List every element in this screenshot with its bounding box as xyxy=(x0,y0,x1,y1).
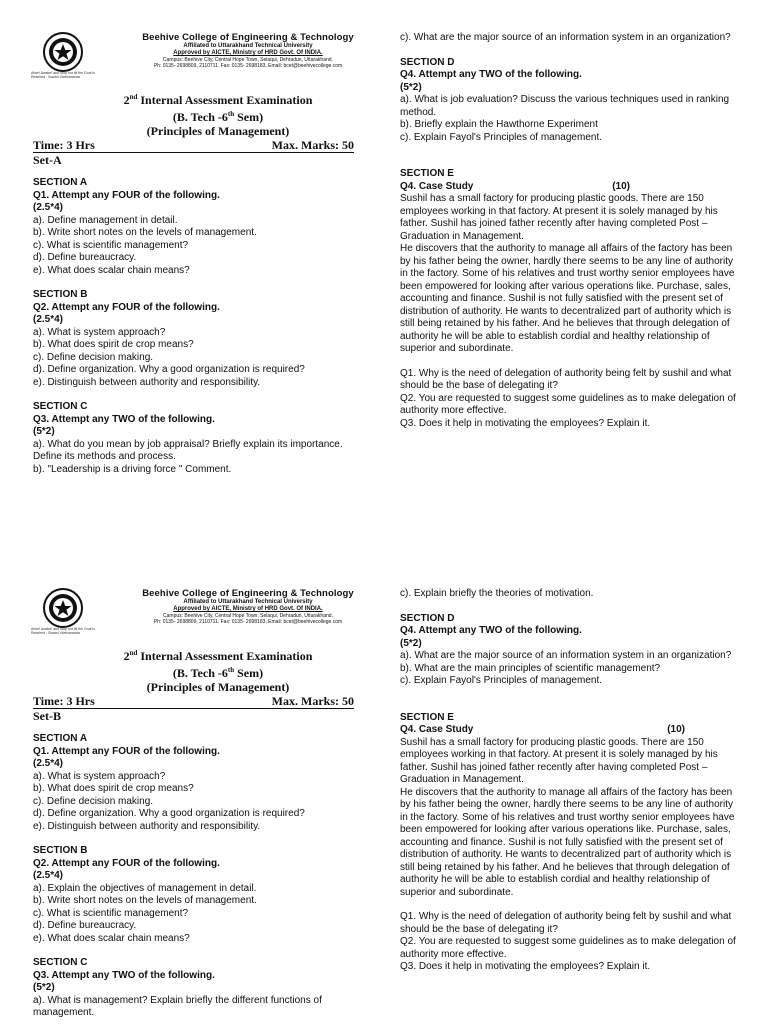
question-item: e). What does scalar chain means? xyxy=(33,264,190,276)
set-label: Set-A xyxy=(33,153,62,167)
college-info xyxy=(125,32,371,69)
college-name: Beehive College of Engineering & Technology xyxy=(142,32,354,43)
set-label: Set-B xyxy=(33,709,61,723)
college-motto: Arise! Awake! and Stop not till the Goal is Reached - Swami Vivekananda xyxy=(31,71,95,79)
section-c: SECTION C Q3. Attempt any TWO of the following. (5*2) a). What do you mean by job appraisal? Briefly explain its importance. Define its methods and process. b). "Leadership is a driving force " Comment. xyxy=(33,401,363,476)
college-logo-icon xyxy=(41,32,85,76)
section-e: SECTION E Q4. Case Study (10) Sushil has a small factory for producing plastic goods. There are 150 employees working in that factory. At present it is solely managed by his father. Sushil has joined father recently after having completed Post –Graduation in Management. He discovers that the authority to manage all affairs of the factory has been by his father being the owner, hardly there seems to be any line of authority in the factory. Some of his relatives and trust worthy senior employees have been empowered for looking after various operations like. Purchase, sales, accounting and finance. Sushil is not fully satisfied with the present set of distribution of authority. He wants to decentralized part of authority which is still being retained by his father. And he believes that through delegation of authority he will be able to establish cordial and healthy relationship of superior and subordinate. Q1. Why is the need of delegation of authority being felt by sushil and what should be the base of delegating it? Q2. You are requested to suggest some guidelines as to make delegation of authority more effective. Q3. Does it help in motivating the employees? Explain it. xyxy=(400,712,740,974)
section-a: SECTION A Q1. Attempt any FOUR of the following. (2.5*4) a). Define management in detail. b). Write short notes on the levels of management. c). What is scientific management? d). Define bureaucracy. e). What does scalar chain means? xyxy=(33,177,363,277)
case-study-heading: Q4. Case Study (10) xyxy=(400,180,630,192)
time-marks-row xyxy=(33,695,354,709)
college-campus: Campus: Beehive City, Central Hope Town, Selaqui, Dehradun, Uttarakhand. xyxy=(163,613,333,619)
case-paragraph: Sushil has a small factory for producing plastic goods. There are 150 employees working in that factory. At present it is solely managed by his father. Sushil has joined father recently after having completed Post –Graduation in Management. xyxy=(400,736,718,785)
left-column xyxy=(33,32,363,476)
question-item: b). Write short notes on the levels of management. xyxy=(33,227,257,238)
case-question: Q2. You are requested to suggest some guidelines as to make delegation of authority more effective. xyxy=(400,936,736,960)
exam-max-marks: Max. Marks: 50 xyxy=(271,694,354,708)
case-question: Q3. Does it help in motivating the employees? Explain it. xyxy=(400,417,651,429)
college-info xyxy=(125,588,371,625)
question-item: b). Briefly explain the Hawthorne Experiment xyxy=(400,119,598,130)
section-d: SECTION D Q4. Attempt any TWO of the following. (5*2) a). What are the major source of an information system in an organization? b). What are the main principles of scientific management? c). Explain Fayol's Principles of management. xyxy=(400,613,740,688)
left-column xyxy=(33,588,363,1020)
exam-sheet-set-a xyxy=(0,32,768,542)
exam-course: (B. Tech -6th Sem) xyxy=(172,666,264,680)
college-header xyxy=(33,32,363,90)
question-item: a). What is system approach? xyxy=(33,770,166,782)
question-item: d). Define bureaucracy. xyxy=(33,920,137,931)
college-motto: Arise! Awake! and Stop not till the Goal is Reached - Swami Vivekananda xyxy=(31,627,95,635)
college-approval: Approved by AICTE, Ministry of HRD Govt. Of INDIA. xyxy=(173,50,323,56)
section-d: SECTION D Q4. Attempt any TWO of the following. (5*2) a). What is job evaluation? Discuss the various techniques used in ranking method. b). Briefly explain the Hawthorne Experiment c). Explain Fayol's Principles of management. xyxy=(400,57,740,145)
college-header xyxy=(33,588,363,646)
question-item: b). What does spirit de crop means? xyxy=(33,783,194,794)
time-marks-row xyxy=(33,139,354,153)
college-affiliation: Affiliated to Uttarakhand Technical University xyxy=(183,43,313,49)
college-contact: Ph: 0135- 2698809, 2110711. Fax: 0135- 2698183, Email: bcet@beehivecollege.com xyxy=(153,63,343,69)
question-item: a). Explain the objectives of management in detail. xyxy=(33,882,257,894)
college-logo-icon xyxy=(41,588,85,632)
college-approval: Approved by AICTE, Ministry of HRD Govt. Of INDIA. xyxy=(173,606,323,612)
question-item: c). Explain Fayol's Principles of management. xyxy=(400,675,602,686)
question-item: c). Explain briefly the theories of motivation. xyxy=(400,588,594,599)
exam-title: 2nd Internal Assessment Examination xyxy=(123,93,313,107)
exam-subject: (Principles of Management) xyxy=(146,680,290,694)
case-study-heading: Q4. Case Study (10) xyxy=(400,724,685,735)
exam-time: Time: 3 Hrs xyxy=(33,138,95,152)
question-item: e). Distinguish between authority and responsibility. xyxy=(33,820,261,832)
section-a: SECTION A Q1. Attempt any FOUR of the following. (2.5*4) a). What is system approach? b). What does spirit de crop means? c). Define decision making. d). Define organization. Why a good organization is required? e). Distinguish between authority and responsibility. xyxy=(33,733,363,833)
question-item: b). "Leadership is a driving force " Comment. xyxy=(33,463,232,475)
question-item: a). What is management? Explain briefly the different functions of management. xyxy=(33,994,322,1018)
exam-subject: (Principles of Management) xyxy=(146,124,290,138)
college-affiliation: Affiliated to Uttarakhand Technical University xyxy=(183,599,313,605)
question-item: e). What does scalar chain means? xyxy=(33,932,190,944)
section-b: SECTION B Q2. Attempt any FOUR of the following. (2.5*4) a). What is system approach? b). What does spirit de crop means? c). Define decision making. d). Define organization. Why a good organization is required? e). Distinguish between authority and responsibility. xyxy=(33,289,363,389)
right-column xyxy=(400,32,740,430)
question-item: c). What is scientific management? xyxy=(33,907,189,919)
case-question: Q2. You are requested to suggest some guidelines as to make delegation of authority more effective. xyxy=(400,392,736,416)
exam-max-marks: Max. Marks: 50 xyxy=(271,138,354,152)
case-question: Q1. Why is the need of delegation of authority being felt by sushil and what should be the base of delegating it? xyxy=(400,367,732,391)
question-item: b). What does spirit de crop means? xyxy=(33,339,194,350)
question-item: c). Explain Fayol's Principles of management. xyxy=(400,131,602,143)
college-contact: Ph: 0135- 2698809, 2110711. Fax: 0135- 2698183, Email: bcet@beehivecollege.com xyxy=(153,619,343,625)
college-name: Beehive College of Engineering & Technology xyxy=(142,588,354,599)
case-paragraph: He discovers that the authority to manage all affairs of the factory has been by his father being the owner, hardly there seems to be any line of authority in the factory. Some of his relatives and trust worthy senior employees have been empowered for looking after various operations like. Purchase, sales, accounting and finance. Sushil is not fully satisfied with the present set of distribution of authority. He wants to decentralized part of authority which is still being retained by his father. And he believes that through delegation of authority he will be able to establish cordial and healthy relationship of superior and subordinate. xyxy=(400,786,735,898)
right-column xyxy=(400,588,740,974)
question-item: e). Distinguish between authority and responsibility. xyxy=(33,376,261,388)
section-b: SECTION B Q2. Attempt any FOUR of the following. (2.5*4) a). Explain the objectives of management in detail. b). Write short notes on the levels of management. c). What is scientific management? d). Define bureaucracy. e). What does scalar chain means? xyxy=(33,845,363,945)
question-item: d). Define bureaucracy. xyxy=(33,252,137,263)
question-item: a). What is system approach? xyxy=(33,326,166,338)
section-c: SECTION C Q3. Attempt any TWO of the following. (5*2) a). What is management? Explain briefly the different functions of management. xyxy=(33,957,363,1020)
question-item: b). What are the main principles of scientific management? xyxy=(400,662,661,674)
question-item: b). Write short notes on the levels of management. xyxy=(33,895,257,906)
case-question: Q1. Why is the need of delegation of authority being felt by sushil and what should be the base of delegating it? xyxy=(400,911,732,935)
question-item: a). Define management in detail. xyxy=(33,214,178,226)
case-question: Q3. Does it help in motivating the employees? Explain it. xyxy=(400,961,651,972)
question-item: d). Define organization. Why a good organization is required? xyxy=(33,808,305,819)
question-item: a). What are the major source of an information system in an organization? xyxy=(400,650,732,661)
question-item: c). Define decision making. xyxy=(33,795,154,807)
question-item: c). What is scientific management? xyxy=(33,239,189,251)
section-e: SECTION E Q4. Case Study (10) Sushil has a small factory for producing plastic goods. There are 150 employees working in that factory. At present it is solely managed by his father. Sushil has joined father recently after having completed Post –Graduation in Management. He discovers that the authority to manage all affairs of the factory has been by his father being the owner, hardly there seems to be any line of authority in the factory. Some of his relatives and trust worthy senior employees have been empowered for looking after various operations like. Purchase, sales, accounting and finance. Sushil is not fully satisfied with the present set of distribution of authority. He wants to decentralized part of authority which is still being retained by his father. And he believes that through delegation of authority he will be able to establish cordial and healthy relationship of superior and subordinate. Q1. Why is the need of delegation of authority being felt by sushil and what should be the base of delegating it? Q2. You are requested to suggest some guidelines as to make delegation of authority more effective. Q3. Does it help in motivating the employees? Explain it. xyxy=(400,168,740,430)
question-item: d). Define organization. Why a good organization is required? xyxy=(33,364,305,375)
exam-time: Time: 3 Hrs xyxy=(33,694,95,708)
exam-title: 2nd Internal Assessment Examination xyxy=(123,649,313,663)
case-paragraph: He discovers that the authority to manage all affairs of the factory has been by his father being the owner, hardly there seems to be any line of authority in the factory. Some of his relatives and trust worthy senior employees have been empowered for looking after various operations like. Purchase, sales, accounting and finance. Sushil is not fully satisfied with the present set of distribution of authority. He wants to decentralized part of authority which is still being retained by his father. And he believes that through delegation of authority he will be able to establish cordial and healthy relationship of superior and subordinate. xyxy=(400,243,735,354)
exam-sheet-set-b xyxy=(0,588,768,1024)
question-item: a). What is job evaluation? Discuss the various techniques used in ranking method. xyxy=(400,94,730,118)
question-item: c). What are the major source of an information system in an organization? xyxy=(400,32,731,43)
college-campus: Campus: Beehive City, Central Hope Town, Selaqui, Dehradun, Uttarakhand. xyxy=(163,57,333,63)
question-item: a). What do you mean by job appraisal? Briefly explain its importance. Define its methods and process. xyxy=(33,438,343,462)
question-item: c). Define decision making. xyxy=(33,351,154,363)
case-paragraph: Sushil has a small factory for producing plastic goods. There are 150 employees working in that factory. At present it is solely managed by his father. Sushil has joined father recently after having completed Post –Graduation in Management. xyxy=(400,193,718,242)
exam-course: (B. Tech -6th Sem) xyxy=(172,110,264,124)
